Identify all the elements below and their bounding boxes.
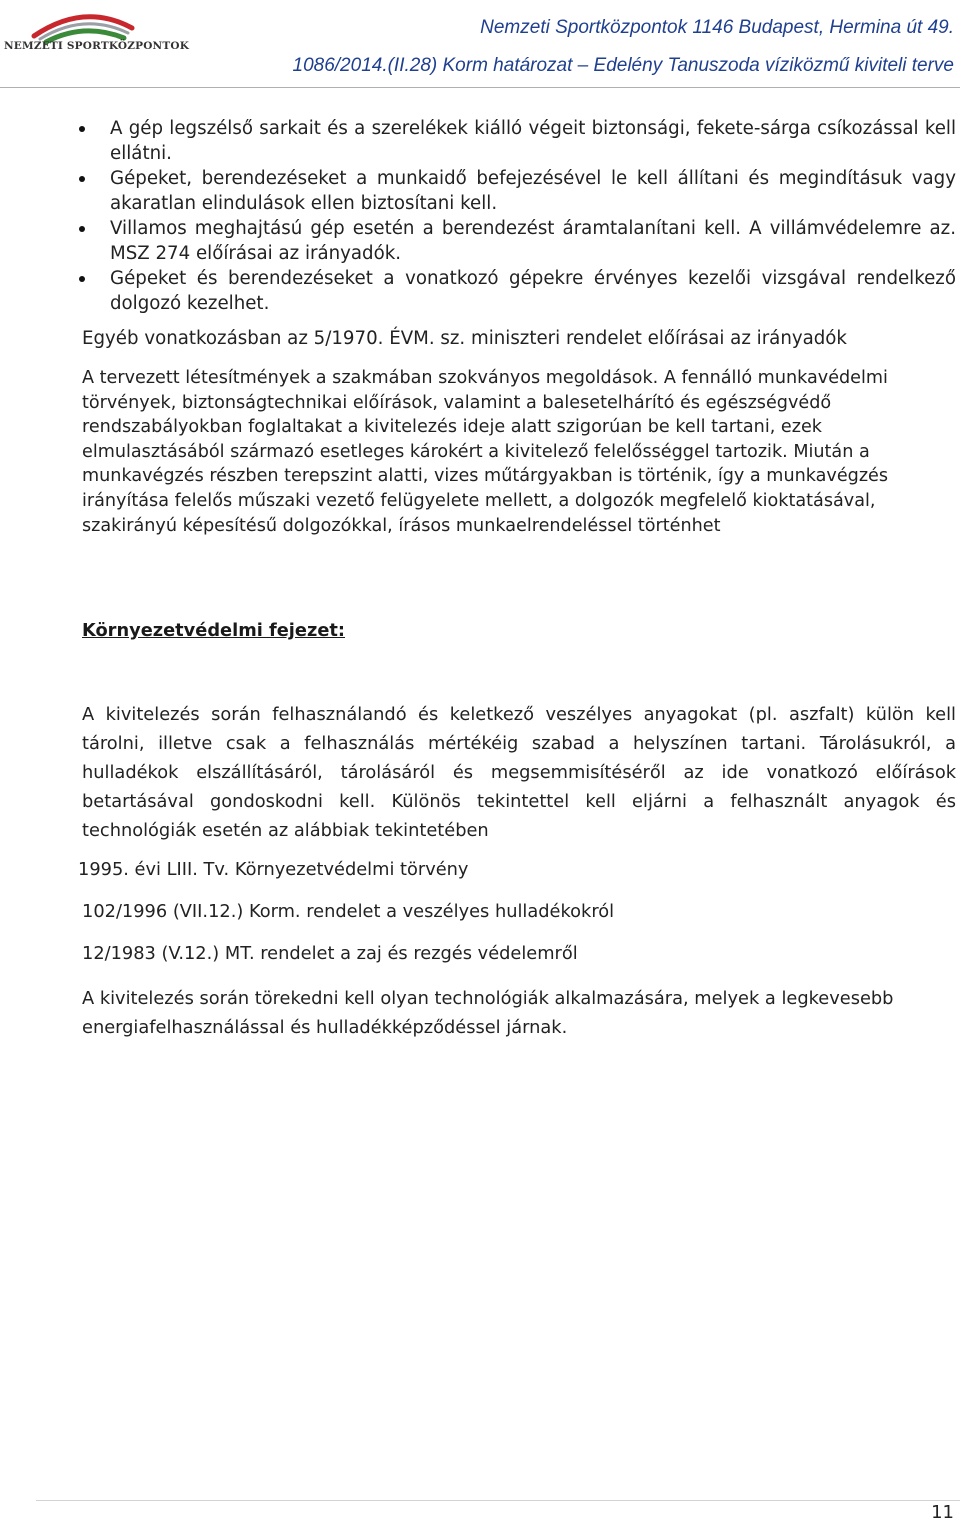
law-item: 12/1983 (V.12.) MT. rendelet a zaj és rezgés védelemről xyxy=(82,943,578,964)
safety-bullet-list xyxy=(72,116,956,316)
paragraph-closing: A kivitelezés során törekedni kell olyan technológiák alkalmazására, melyek a legkevesebb energiafelhasználással és hulladékképződéssel járnak. xyxy=(82,988,894,1038)
law-item: 1995. évi LIII. Tv. Környezetvédelmi törvény xyxy=(78,859,469,880)
header-divider xyxy=(0,87,960,88)
list-item xyxy=(72,216,956,266)
page-number: 11 xyxy=(931,1502,954,1523)
list-item-text: Gépeket, berendezéseket a munkaidő befejezésével le kell állítani és megindításuk vagy akaratlan elindulások ellen biztosítani kell. xyxy=(110,168,956,214)
section-heading: Környezetvédelmi fejezet: xyxy=(82,620,345,641)
footer-divider xyxy=(36,1500,960,1501)
bullet-icon xyxy=(79,126,85,132)
bullet-icon xyxy=(79,276,85,282)
paragraph-regulation: Egyéb vonatkozásban az 5/1970. ÉVM. sz. miniszteri rendelet előírásai az irányadók xyxy=(82,328,847,349)
list-item-text: Villamos meghajtású gép esetén a berendezést áramtalanítani kell. A villámvédelemre az. MSZ 274 előírásai az irányadók. xyxy=(110,218,956,264)
list-item-text: A gép legszélső sarkait és a szerelékek kiálló végeit biztonsági, fekete-sárga csíkozással kell ellátni. xyxy=(110,118,956,164)
header-address: Nemzeti Sportközpontok 1146 Budapest, Hermina út 49. xyxy=(480,17,954,38)
list-item xyxy=(72,166,956,216)
law-item: 102/1996 (VII.12.) Korm. rendelet a veszélyes hulladékokról xyxy=(82,901,615,922)
paragraph-work-safety: A tervezett létesítmények a szakmában szokványos megoldások. A fennálló munkavédelmi törvények, biztonságtechnikai előírások, valamint a balesetelhárító és egészségvédő rendszabályokban foglaltakat a kivitelezés ideje alatt szigorúan be kell tartani, ezek elmulasztásából származó esetleges károkért a kivitelező felelősséggel tartozik. Miután a munkavégzés részben terepszint alatti, vizes műtárgyakban is történik, így a munkavégzés irányítása felelős műszaki vezető felügyelete mellett, a dolgozók megfelelő kioktatásával, szakirányú képesítésű dolgozókkal, írásos munkaelrendeléssel történhet xyxy=(82,368,889,536)
list-item xyxy=(72,266,956,316)
bullet-icon xyxy=(79,226,85,232)
list-item xyxy=(72,116,956,166)
paragraph-hazardous-materials: A kivitelezés során felhasználandó és keletkező veszélyes anyagokat (pl. aszfalt) külön kell tárolni, illetve csak a felhasználás mértékéig szabad a helyszínen tartani. Tárolásukról, a hulladékok elszállításáról, tárolásáról és megsemmisítéséről az ide vonatkozó előírások betartásával gondoskodni kell. Különös tekintettel kell eljárni a felhasznált anyagok és technológiák esetén az alábbiak tekintetében xyxy=(82,704,956,841)
logo-text: NEMZETI SPORTKÖZPONTOK xyxy=(4,40,190,52)
bullet-icon xyxy=(79,176,85,182)
list-item-text: Gépeket és berendezéseket a vonatkozó gépekre érvényes kezelői vizsgával rendelkező dolgozó kezelhet. xyxy=(110,268,956,314)
header-project: 1086/2014.(II.28) Korm határozat – Edelény Tanuszoda víziközmű kiviteli terve xyxy=(292,55,954,76)
page-header xyxy=(0,0,960,92)
